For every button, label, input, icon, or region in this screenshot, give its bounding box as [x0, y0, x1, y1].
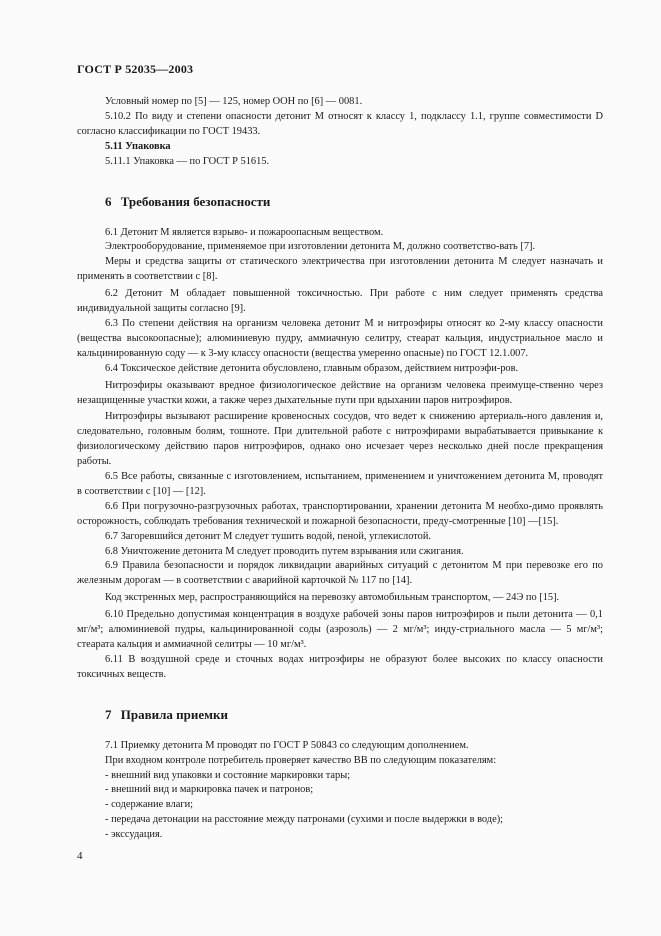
- subsection-title: Упаковка: [125, 140, 171, 152]
- section-6-heading: [105, 194, 603, 210]
- list-item: - экссудация.: [105, 828, 603, 843]
- section-6-paragraph: 6.9 Правила безопасности и порядок ликвидации аварийных ситуаций с детонитом М при перевозке его по железным дорогам — в соответствии с аварийной карточкой № 117 по [14].: [77, 560, 603, 587]
- paragraph-5-10-2: 5.10.2 По виду и степени опасности детонит М относят к классу 1, подклассу 1.1, группе совместимости D согласно классификации по ГОСТ 19433.: [77, 110, 603, 137]
- section-6-paragraph: 6.4 Токсическое действие детонита обусловлено, главным образом, действием нитроэфи-ров.: [105, 362, 519, 374]
- subsection-number: 5.11: [105, 140, 123, 152]
- section-number: 7: [105, 706, 112, 722]
- section-6-paragraph: Электрооборудование, применяемое при изготовлении детонита М, должно соответство-вать [7].: [105, 241, 536, 253]
- section-6-paragraph: 6.11 В воздушной среде и сточных водах нитроэфиры не образуют более высоких по классу опасности токсичных веществ.: [77, 653, 603, 680]
- subsection-5-11-heading: [77, 140, 603, 155]
- section-6-paragraph: 6.2 Детонит М обладает повышенной токсичностью. При работе с ним следует применять средства индивидуальной защиты согласно [9].: [77, 288, 603, 315]
- section-7-heading: [105, 707, 603, 723]
- page-number: 4: [77, 850, 83, 862]
- section-6-paragraph: Нитроэфиры вызывают расширение кровеносных сосудов, что ведет к снижению артериаль-ного давления и, следовательно, головным болям, тошноте. При длительной работе с нитроэфирами вырабатывается привыкание к физиологическому действию паров нитроэфиров, однако оно исчезает через несколько дней после прекращения работы.: [77, 411, 603, 468]
- section-6-paragraph: 6.5 Все работы, связанные с изготовлением, испытанием, применением и уничтожением детонита М, проводят в соответствии с [10] — [12].: [77, 471, 603, 497]
- list-item: - внешний вид упаковки и состояние маркировки тары;: [105, 769, 603, 784]
- section-6-paragraph: 6.6 При погрузочно-разгрузочных работах, транспортировании, хранении детонита М необхо-димо проявлять осторожность, соблюдать требования технической и пожарной безопасности, преду-смотренные [10] —[15].: [77, 500, 603, 527]
- section-6-body: [77, 226, 603, 683]
- criteria-list: [77, 769, 603, 844]
- section-6-paragraph: 6.10 Предельно допустимая концентрация в воздухе рабочей зоны паров нитроэфиров и пыли детонита — 0,1 мг/м³; алюминиевой пудры, кальцинированной соды (аэрозоль) — 2 мг/м³; инду-стриального масла — 5 мг/м³; стеарата кальция и аммиачной селитры — 10 мг/м³.: [77, 609, 603, 650]
- document-header: ГОСТ Р 52035—2003: [77, 62, 194, 76]
- paragraph-7-1: 7.1 Приемку детонита М проводят по ГОСТ Р 50843 со следующим дополнением.: [105, 739, 469, 751]
- section-6-paragraph: 6.7 Загоревшийся детонит М следует тушить водой, пеной, углекислотой.: [105, 530, 432, 542]
- section-6-paragraph: 6.3 По степени действия на организм человека детонит М и нитроэфиры относят ко 2-му классу опасности (вещества высокоопасные); алюминиевую пудру, аммиачную селитру, стеарат кальция, индустриальное масло и кальцинированную соду — к 3-му классу опасности (вещества умеренно опасные) по ГОСТ 12.1.007.: [77, 317, 603, 359]
- paragraph-5-11-1: 5.11.1 Упаковка — по ГОСТ Р 51615.: [105, 155, 270, 167]
- list-item: - передача детонации на расстояние между патронами (сухими и после выдержки в воде);: [105, 813, 603, 828]
- list-item: - содержание влаги;: [105, 798, 603, 813]
- paragraph-input-control: При входном контроле потребитель проверяет качество ВВ по следующим показателям:: [105, 754, 497, 766]
- section-6-paragraph: Нитроэфиры оказывают вредное физиологическое действие на организм человека преимуще-ственно через незащищенные участки кожи, а также через дыхательные пути при вдыхании паров нитроэфиров.: [77, 379, 603, 406]
- section-title: Правила приемки: [120, 706, 228, 722]
- section-6-paragraph: Код экстренных мер, распространяющийся на перевозку автомобильным транспортом, — 24Э по [15].: [105, 592, 560, 604]
- section-6-paragraph: 6.1 Детонит М является взрыво- и пожароопасным веществом.: [105, 226, 384, 238]
- section-title: Требования безопасности: [120, 193, 271, 209]
- list-item: - внешний вид и маркировка пачек и патронов;: [105, 783, 603, 798]
- paragraph-un-number: Условный номер по [5] — 125, номер ООН по [6] — 0081.: [105, 96, 363, 107]
- section-number: 6: [105, 193, 112, 209]
- section-6-paragraph: Меры и средства защиты от статического электричества при изготовлении детонита М следует назначать и применять в соответствии с [8].: [77, 256, 603, 283]
- section-6-paragraph: 6.8 Уничтожение детонита М следует проводить путем взрывания или сжигания.: [105, 545, 464, 557]
